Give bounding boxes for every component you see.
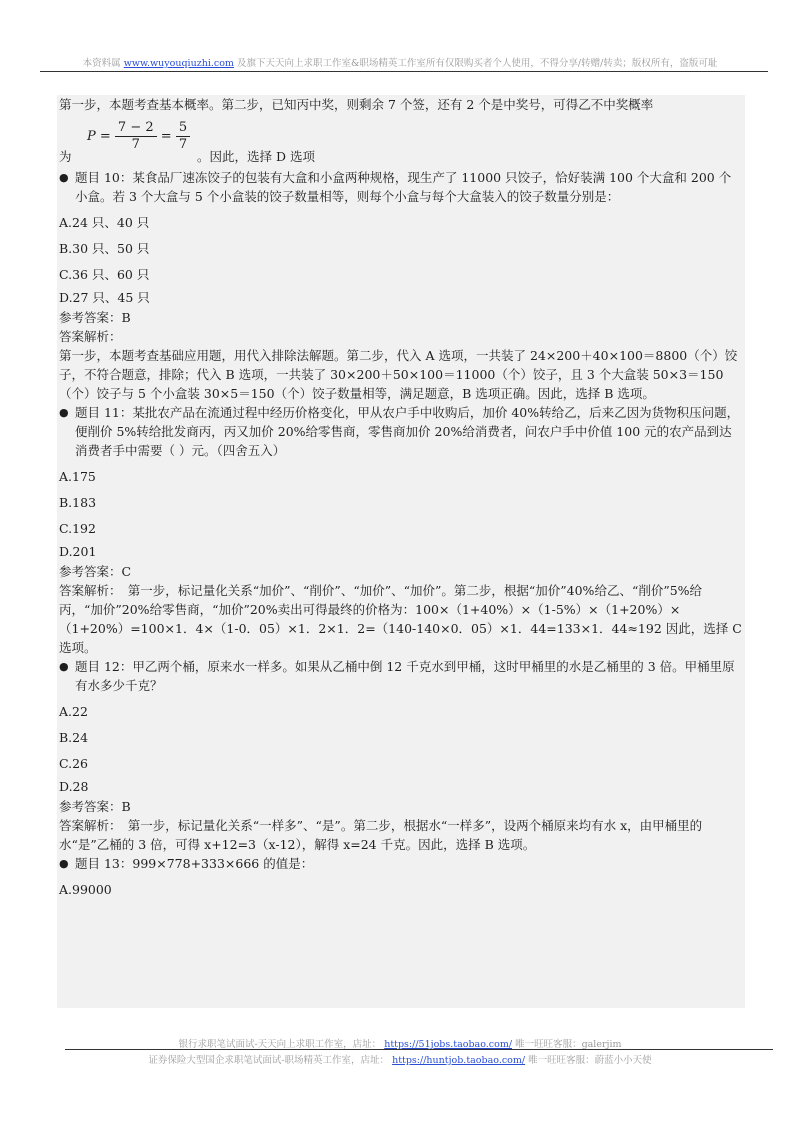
option-c: C.26: [59, 756, 88, 771]
fraction-2: $\frac{5}{7}$: [176, 120, 190, 153]
question-stem: 题目 12：甲乙两个桶，原来水一样多。如果从乙桶中倒 12 千克水到甲桶，这时甲桶里的水是乙桶里的 3 倍。甲桶里原有水多少千克？: [75, 659, 735, 693]
header-link[interactable]: www.wuyouqiuzhi.com: [123, 58, 234, 69]
question-stem: 题目 11：某批农产品在流通过程中经历价格变化，甲从农户手中收购后，加价 40%转给乙，后来乙因为货物积压问题，便削价 5%转给批发商丙，丙又加价 20%给零售商，零售商加价 20%给消费者，问农户手中价值 100 元的农产品到达消费者手中需要（ ）元。（四舍五入）: [75, 405, 740, 458]
footer-line-1: 银行求职笔试面试-天天向上求职工作室，店址： https://51jobs.taobao.com/ 唯一旺旺客服：galerjim: [178, 1039, 622, 1050]
option-d: D.201: [59, 544, 97, 559]
intro-line: 第一步，本题考查基本概率。第二步，已知丙中奖，则剩余 7 个签，还有 2 个是中奖号，可得乙不中奖概率: [59, 97, 654, 112]
option-c: C.36 只、60 只: [59, 267, 150, 282]
footer-link-1[interactable]: https://51jobs.taobao.com/: [384, 1039, 513, 1050]
formula-line: [57, 114, 745, 166]
probability-formula: P = $\frac{7 - 2}{7}$ = $\frac{5}{7}$: [87, 120, 197, 160]
reference-answer: 参考答案：B: [59, 799, 131, 814]
option-b: B.30 只、50 只: [59, 241, 150, 256]
option-b: B.24: [59, 730, 89, 745]
option-c: C.192: [59, 521, 96, 536]
header-suffix: 及旗下天天向上求职工作室&职场精英工作室所有仅限购买者个人使用，不得分享/转赠/转卖；版权所有，盗版可耻: [236, 58, 718, 69]
bullet-icon: ●: [59, 406, 69, 419]
option-b: B.183: [59, 495, 97, 510]
question-10: [57, 168, 745, 206]
page-header: [0, 55, 800, 69]
footer-line-2: 证券保险大型国企求职笔试面试-职场精英工作室，店址： https://huntjob.taobao.com/ 唯一旺旺客服：蔚蓝小小天使: [148, 1055, 652, 1066]
question-11: [57, 403, 745, 460]
question-stem: 题目 13：999×778+333×666 的值是：: [75, 856, 314, 871]
footer-divider: [65, 1049, 773, 1050]
formula-conclusion: 。因此，选择 D 选项: [197, 149, 315, 164]
footer-link-2[interactable]: https://huntjob.taobao.com/: [392, 1055, 526, 1066]
bullet-icon: ●: [59, 660, 69, 673]
option-a: A.99000: [59, 882, 112, 897]
analysis-text: 答案解析： 第一步，标记量化关系“加价”、“削价”、“加价”、“加价”。第二步，根据“加价”40%给乙、“削价”5%给丙，“加价”20%给零售商，“加价”20%卖出可得最终的价格为：100×（1+40%）×（1-5%）×（1+20%）×（1+20%）=100×1．4×（1-0．05）×1．2×1．2=（140-140×0．05）×1．44=133×1．44≈192 因此，选择 C 选项。: [59, 583, 742, 655]
question-13: [57, 854, 745, 873]
option-a: A.175: [59, 469, 96, 484]
question-stem: 题目 10：某食品厂速冻饺子的包装有大盒和小盒两种规格，现生产了 11000 只饺子，恰好装满 100 个大盒和 200 个小盒。若 3 个大盒与 5 个小盒装的饺子数量相等，则每个小盒与每个大盒装入的饺子数量分别是：: [75, 170, 732, 204]
reference-answer: 参考答案：C: [59, 564, 132, 579]
formula-prefix: 为: [59, 149, 72, 164]
option-d: D.27 只、45 只: [59, 290, 150, 305]
reference-answer: 参考答案：B: [59, 310, 131, 325]
analysis-text: 答案解析： 第一步，标记量化关系“一样多”、“是”。第二步，根据水“一样多”，设两个桶原来均有水 x，由甲桶里的水“是”乙桶的 3 倍，可得 x+12=3（x-12），解得 x=24 千克。因此，选择 B 选项。: [59, 818, 703, 852]
question-12: [57, 657, 745, 695]
analysis-text: 第一步，本题考查基础应用题，用代入排除法解题。第二步，代入 A 选项，一共装了 24×200＋40×100＝8800（个）饺子，不符合题意，排除；代入 B 选项，一共装了 30×200＋50×100＝11000（个）饺子，且 3 个大盒装 50×3＝150（个）饺子与 5 个小盒装 30×5＝150（个）饺子数量相等，满足题意，B 选项正确。因此，选择 B 选项。: [59, 348, 738, 401]
fraction-1: $\frac{7 - 2}{7}$: [115, 120, 157, 153]
analysis-label: 答案解析：: [59, 329, 122, 344]
header-prefix: 本资料属: [82, 58, 121, 69]
option-a: A.22: [59, 704, 88, 719]
option-a: A.24 只、40 只: [59, 215, 150, 230]
header-divider: [40, 71, 768, 72]
bullet-icon: ●: [59, 857, 69, 870]
bullet-icon: ●: [59, 171, 69, 184]
main-content: [57, 95, 745, 1008]
option-d: D.28: [59, 779, 89, 794]
